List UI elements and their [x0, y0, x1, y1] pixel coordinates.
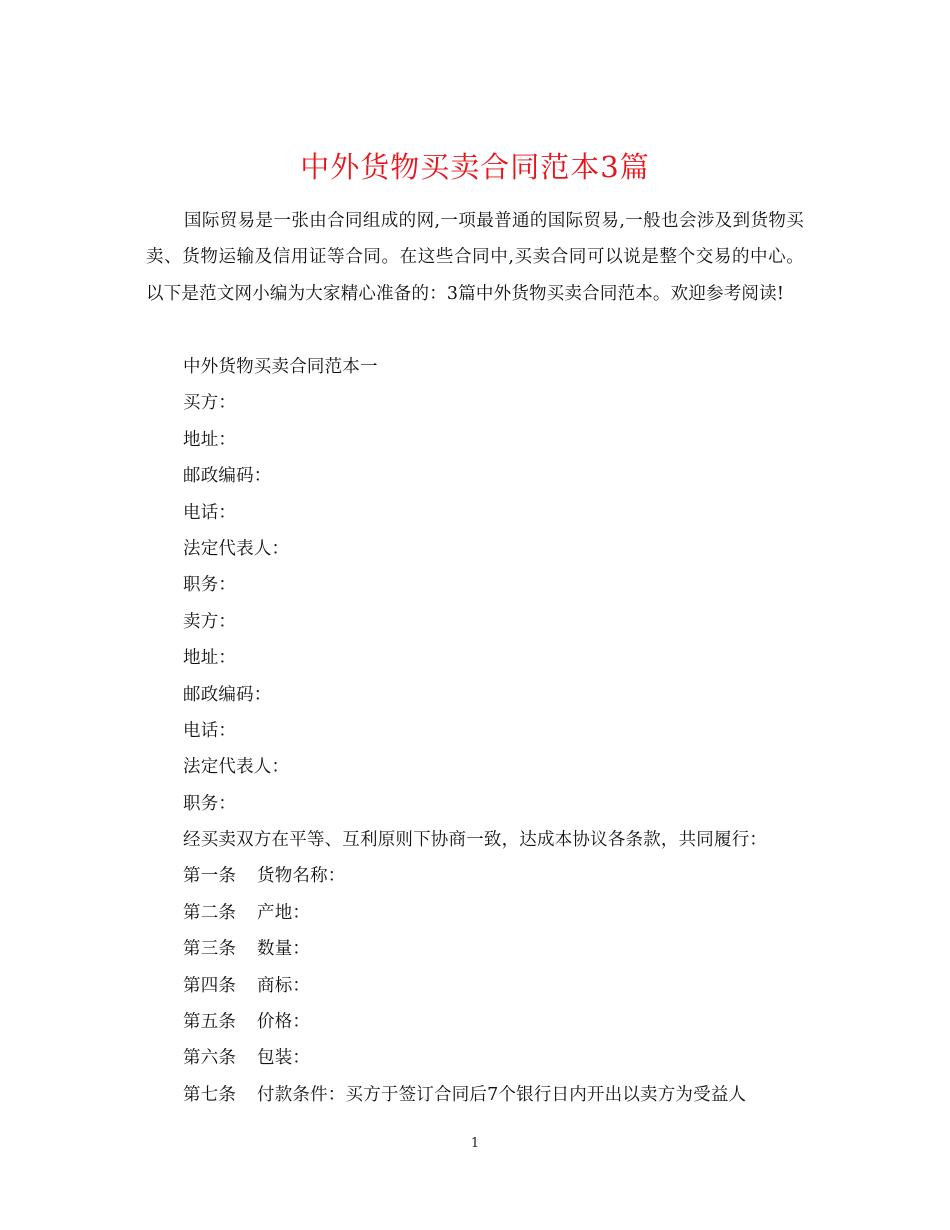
article-number: 第四条: [183, 975, 237, 996]
seller-legal-rep: 法定代表人：: [183, 757, 290, 778]
buyer-position: 职务：: [183, 575, 237, 596]
article-line: [183, 1040, 823, 1076]
document-title: 中外货物买卖合同范本3篇: [300, 150, 650, 185]
article-line: [183, 1077, 823, 1113]
agreement-statement: 经买卖双方在平等、互利原则下协商一致，达成本协议各条款，共同履行：: [183, 830, 768, 851]
seller-label: 卖方：: [183, 611, 237, 632]
article-number: 第五条: [183, 1012, 237, 1033]
article-number: 第一条: [183, 866, 237, 887]
article-text: 价格：: [257, 1012, 311, 1033]
article-text: 付款条件：买方于签订合同后7个银行日内开出以卖方为受益人: [257, 1084, 747, 1105]
buyer-legal-rep: 法定代表人：: [183, 538, 290, 559]
article-line: [183, 931, 823, 967]
article-line: [183, 858, 823, 894]
seller-phone: 电话：: [183, 720, 237, 741]
article-text: 产地：: [257, 902, 311, 923]
seller-position: 职务：: [183, 793, 237, 814]
contract-body: [183, 349, 823, 1113]
intro-paragraph: 国际贸易是一张由合同组成的网,一项最普通的国际贸易,一般也会涉及到货物买卖、货物运输及信用证等合同。在这些合同中,买卖合同可以说是整个交易的中心。以下是范文网小编为大家精心准备的：3篇中外货物买卖合同范本。欢迎参考阅读!: [146, 211, 804, 304]
article-number: 第七条: [183, 1084, 237, 1105]
article-number: 第六条: [183, 1048, 237, 1069]
article-text: 包装：: [257, 1048, 311, 1069]
article-number: 第三条: [183, 939, 237, 960]
buyer-phone: 电话：: [183, 502, 237, 523]
seller-postcode: 邮政编码：: [183, 684, 272, 705]
buyer-address: 地址：: [183, 429, 237, 450]
article-line: [183, 968, 823, 1004]
page-number: 1: [470, 1136, 480, 1151]
article-text: 数量：: [257, 939, 311, 960]
article-text: 商标：: [257, 975, 311, 996]
article-line: [183, 895, 823, 931]
buyer-label: 买方：: [183, 393, 237, 414]
article-line: [183, 1004, 823, 1040]
section-heading: 中外货物买卖合同范本一: [183, 357, 378, 377]
buyer-postcode: 邮政编码：: [183, 466, 272, 487]
article-number: 第二条: [183, 902, 237, 923]
seller-address: 地址：: [183, 648, 237, 669]
article-text: 货物名称：: [257, 866, 346, 887]
